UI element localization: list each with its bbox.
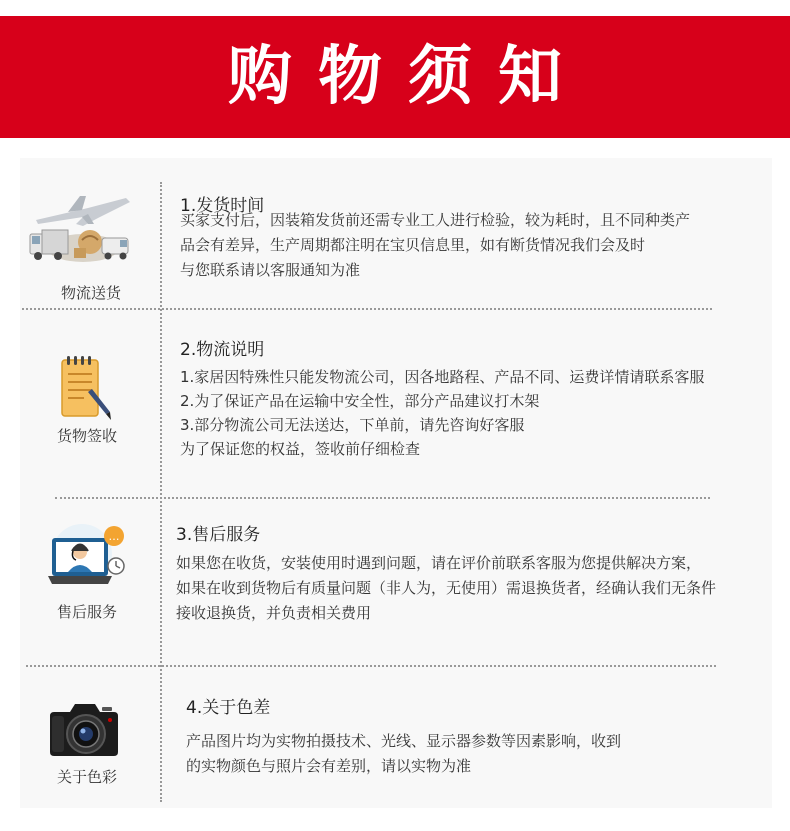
section-divider (55, 497, 710, 499)
customer-service-icon (46, 518, 128, 592)
caption-receipt: 货物签收 (56, 427, 117, 445)
section-text-line: 的实物颜色与照片会有差别，请以实物为准 (186, 757, 472, 775)
section-text-line: 与您联系请以客服通知为准 (180, 261, 361, 279)
caption-color: 关于色彩 (56, 768, 117, 786)
notepad-pen-icon (58, 352, 114, 422)
page-title: 购物须知 (228, 39, 588, 114)
vertical-divider (160, 182, 162, 802)
section-text-line: 品会有差异，生产周期都注明在宝贝信息里，如有断货情况我们会及时 (180, 236, 646, 254)
svg-text:…: … (108, 530, 120, 543)
section-text-line: 买家支付后，因装箱发货前还需专业工人进行检验，较为耗时，且不同种类产 (180, 211, 691, 229)
section-text-line: 3.部分物流公司无法送达，下单前，请先咨询好客服 (180, 416, 525, 434)
section-divider (22, 308, 712, 310)
section-divider (26, 665, 716, 667)
caption-logistics: 物流送货 (60, 284, 121, 302)
section-title: 2.物流说明 (180, 340, 265, 360)
section-text-line: 接收退换货，并负责相关费用 (176, 604, 372, 622)
section-text-line: 1.家居因特殊性只能发物流公司，因各地路程、产品不同、运费详情请联系客服 (180, 368, 705, 386)
airplane-truck-icon (28, 190, 134, 270)
section-text-line: 产品图片均为实物拍摄技术、光线、显示器参数等因素影响，收到 (186, 732, 622, 750)
section-text-line: 2.为了保证产品在运输中安全性，部分产品建议打木架 (180, 392, 540, 410)
section-title: 1.发货时间 (180, 196, 265, 216)
section-text-line: 如果在收到货物后有质量问题（非人为，无使用）需退换货者，经确认我们无条件 (176, 579, 717, 597)
camera-icon (48, 698, 120, 760)
section-title: 4.关于色差 (186, 698, 271, 718)
header-banner (0, 16, 790, 138)
caption-after-sales: 售后服务 (56, 603, 117, 621)
section-title: 3.售后服务 (176, 525, 261, 545)
section-text-line: 如果您在收货，安装使用时遇到问题，请在评价前联系客服为您提供解决方案， (176, 554, 702, 572)
section-text-line: 为了保证您的权益，签收前仔细检查 (180, 440, 421, 458)
